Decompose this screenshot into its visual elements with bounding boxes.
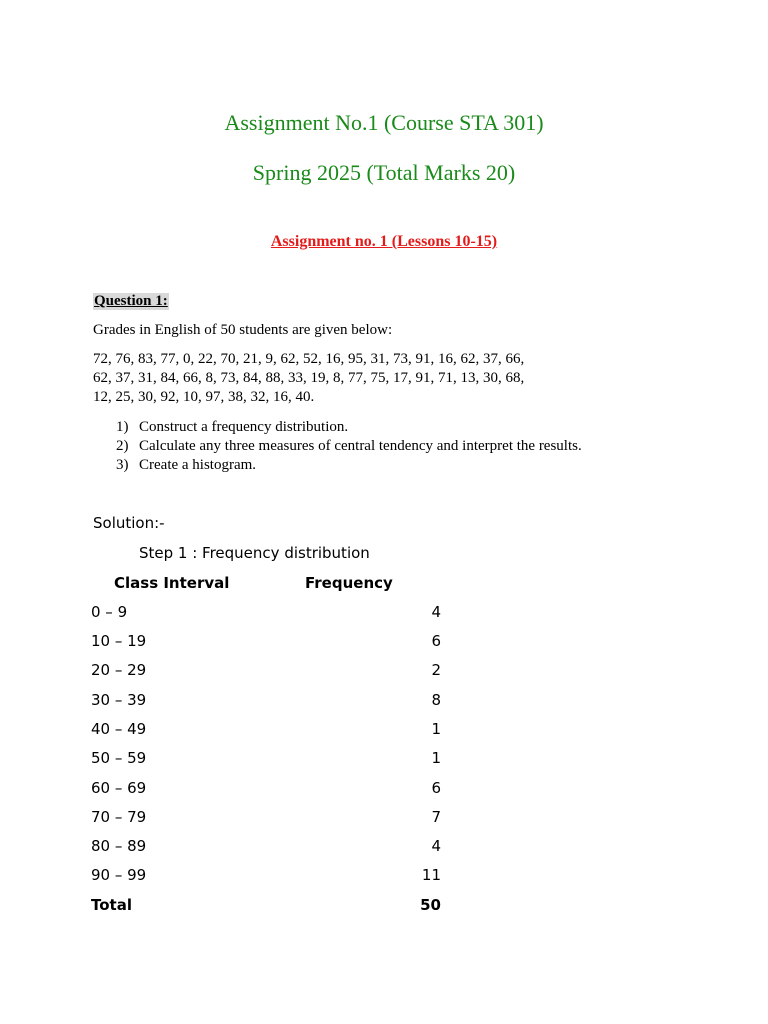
task-text: Construct a frequency distribution. — [139, 419, 349, 435]
task-item — [116, 457, 256, 474]
table-cell-frequency: 1 — [431, 749, 441, 767]
assignment-heading: Assignment no. 1 (Lessons 10-15) — [270, 233, 498, 250]
table-cell-frequency: 6 — [431, 632, 441, 650]
table-cell-interval: 20 – 29 — [91, 661, 147, 679]
table-cell-interval: 70 – 79 — [91, 808, 147, 826]
step-heading: Step 1 : Frequency distribution — [139, 544, 370, 562]
table-cell-interval: 60 – 69 — [91, 779, 147, 797]
task-item — [116, 419, 348, 436]
table-cell-interval: 30 – 39 — [91, 691, 147, 709]
grades-line: 12, 25, 30, 92, 10, 97, 38, 32, 16, 40. — [93, 389, 315, 405]
table-cell-interval: 90 – 99 — [91, 866, 147, 884]
table-cell-interval: 0 – 9 — [91, 603, 128, 621]
table-cell-interval: 50 – 59 — [91, 749, 147, 767]
table-cell-frequency: 11 — [421, 866, 441, 884]
grades-line: 72, 76, 83, 77, 0, 22, 70, 21, 9, 62, 52, 16, 95, 31, 73, 91, 16, 62, 37, 66, — [93, 351, 525, 367]
document-subtitle-term: Spring 2025 (Total Marks 20) — [252, 160, 516, 185]
table-cell-frequency: 4 — [431, 603, 441, 621]
task-text: Create a histogram. — [139, 457, 257, 473]
table-cell-interval: 40 – 49 — [91, 720, 147, 738]
table-cell-frequency: 2 — [431, 661, 441, 679]
table-cell-frequency: 4 — [431, 837, 441, 855]
table-header-frequency: Frequency — [305, 574, 393, 592]
table-cell-interval: 10 – 19 — [91, 632, 147, 650]
grades-line: 62, 37, 31, 84, 66, 8, 73, 84, 88, 33, 19, 8, 77, 75, 17, 91, 71, 13, 30, 68, — [93, 370, 525, 386]
table-cell-frequency: 8 — [431, 691, 441, 709]
table-cell-frequency: 1 — [431, 720, 441, 738]
task-number: 1) — [116, 419, 129, 435]
question-label: Question 1: — [94, 293, 168, 309]
task-number: 3) — [116, 457, 129, 473]
table-total-label: Total — [91, 896, 132, 914]
task-text: Calculate any three measures of central tendency and interpret the results. — [139, 438, 582, 454]
table-cell-interval: 80 – 89 — [91, 837, 147, 855]
table-total-value: 50 — [420, 896, 441, 914]
question-intro: Grades in English of 50 students are given below: — [93, 322, 393, 338]
task-item — [116, 438, 582, 455]
document-title: Assignment No.1 (Course STA 301) — [224, 110, 544, 135]
table-header-class-interval: Class Interval — [114, 574, 230, 592]
table-cell-frequency: 7 — [431, 808, 441, 826]
solution-label: Solution:- — [93, 514, 165, 532]
table-cell-frequency: 6 — [431, 779, 441, 797]
task-number: 2) — [116, 438, 129, 454]
